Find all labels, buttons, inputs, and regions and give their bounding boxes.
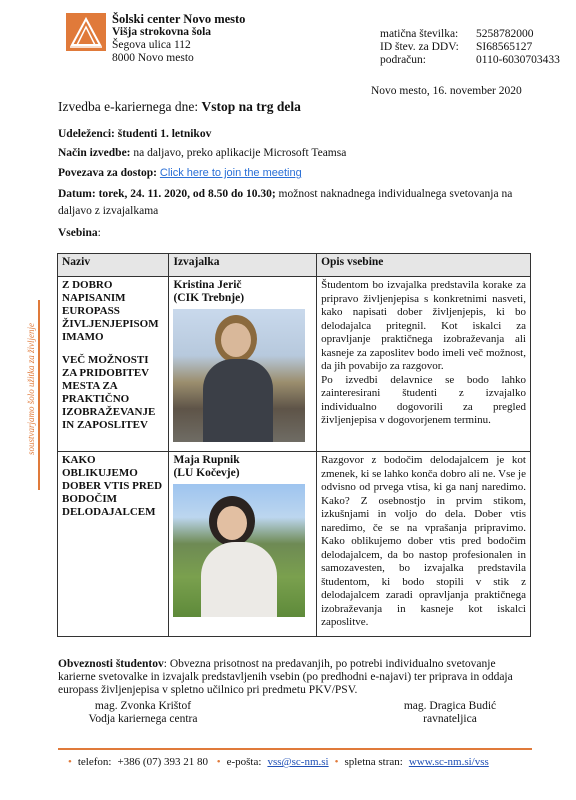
datum-label: Datum: bbox=[58, 188, 96, 200]
company-ids bbox=[380, 28, 560, 67]
side-slogan bbox=[20, 300, 42, 490]
phone-value: +386 (07) 393 21 80 bbox=[117, 756, 208, 768]
id-label: ID štev. za DDV: bbox=[380, 41, 459, 53]
title-prefix: Izvedba e-kariernega dne: bbox=[58, 99, 202, 114]
presenter-name: Maja Rupnik bbox=[173, 454, 240, 466]
mode-value: na daljavo, preko aplikacije Microsoft Teamsa bbox=[130, 147, 347, 159]
topic-text: VEČ MOŽNOSTI ZA PRIDOBITEV MESTA ZA PRAKTIČNO IZOBRAŽEVANJE IN ZAPOSLITEV bbox=[62, 354, 156, 431]
content-label-colon: : bbox=[97, 227, 101, 239]
participants-value: študenti 1. letnikov bbox=[114, 128, 212, 140]
topic-text: Z DOBRO NAPISANIM EUROPASS ŽIVLJENJEPISOM IMAMO bbox=[62, 279, 159, 343]
id-value: SI68565127 bbox=[476, 41, 533, 53]
topic-cell bbox=[58, 277, 169, 452]
obligations-label: Obveznosti študentov bbox=[58, 658, 164, 670]
obligations bbox=[58, 658, 520, 697]
datum-value: torek, 24. 11. 2020, od 8.50 do 10.30; bbox=[95, 188, 276, 200]
datum-line bbox=[58, 186, 518, 220]
meeting-link[interactable]: Click here to join the meeting bbox=[159, 167, 302, 179]
access-line bbox=[58, 166, 302, 180]
school-address bbox=[112, 13, 245, 65]
email-label: e-pošta: bbox=[226, 756, 262, 768]
signature-name: mag. Zvonka Krištof bbox=[94, 700, 192, 712]
school-logo bbox=[66, 13, 106, 51]
table-row bbox=[58, 452, 531, 637]
header-opis: Opis vsebine bbox=[317, 254, 531, 277]
access-label: Povezava za dostop: bbox=[58, 167, 158, 179]
id-label: podračun: bbox=[380, 54, 426, 66]
document-date: Novo mesto, 16. november 2020 bbox=[371, 85, 522, 97]
presenter-cell bbox=[169, 277, 317, 452]
description-text: Po izvedbi delavnice se bodo lahko zainteresirani študenti z izvajalko individualno dogovorili za pregled življenjepisa v dogovorjenem terminu. bbox=[321, 373, 526, 426]
signature-role: ravnateljica bbox=[423, 713, 477, 725]
content-label bbox=[58, 226, 101, 240]
description-cell bbox=[317, 277, 531, 452]
presenter-photo bbox=[173, 484, 305, 617]
footer-divider bbox=[58, 748, 532, 750]
description-text: Študentom bo izvajalka predstavila korake za pripravo življenjepisa s konkretnimi nasveti, kako napisati dober življenjepis, ki bo delodajalca pritegnil. Kot iskalci za opravljanje praktičnega izobraževanja ali kasneje za zaposlitev bodo imeli več možnost, da jih povabijo za razgovor. bbox=[321, 279, 526, 372]
signature-right bbox=[380, 700, 520, 726]
content-label-text: Vsebina bbox=[58, 227, 98, 239]
web-label: spletna stran: bbox=[344, 756, 403, 768]
web-link[interactable]: www.sc-nm.si/vss bbox=[408, 756, 489, 768]
program-table bbox=[57, 253, 531, 637]
school-city: 8000 Novo mesto bbox=[112, 52, 194, 64]
id-label: matična številka: bbox=[380, 28, 459, 40]
mode-line bbox=[58, 146, 346, 160]
school-name: Šolski center Novo mesto bbox=[112, 12, 246, 26]
table-row bbox=[58, 277, 531, 452]
document-title bbox=[58, 99, 301, 115]
side-bar bbox=[38, 300, 40, 490]
table-header-row bbox=[58, 254, 531, 277]
bullet-icon: • bbox=[68, 756, 72, 768]
email-link[interactable]: vss@sc-nm.si bbox=[267, 756, 329, 768]
mode-label: Način izvedbe: bbox=[58, 147, 131, 159]
school-street: Šegova ulica 112 bbox=[112, 39, 191, 51]
description-cell bbox=[317, 452, 531, 637]
id-value: 5258782000 bbox=[476, 28, 534, 40]
signature-name: mag. Dragica Budić bbox=[403, 700, 497, 712]
presenter-cell bbox=[169, 452, 317, 637]
presenter-org: (CIK Trebnje) bbox=[173, 292, 245, 304]
obligations-text: : Obvezna prisotnost na predavanjih, po potrebi individualno svetovanje karierne svetovalke in izvajalk predstavljenih vsebin (po predhodni e-najavi) ter priprava in oddaja europass življenjepisa v spletno učilnico pri predmetu PKV/PSV. bbox=[58, 658, 513, 696]
footer bbox=[68, 756, 489, 768]
participants-label: Udeleženci: bbox=[58, 128, 115, 140]
presenter-org: (LU Kočevje) bbox=[173, 467, 240, 479]
presenter-photo bbox=[173, 309, 305, 442]
participants-line bbox=[58, 127, 211, 141]
presenter-name: Kristina Jerič bbox=[173, 279, 242, 291]
id-value: 0110-6030703433 bbox=[476, 54, 560, 66]
title-bold: Vstop na trg dela bbox=[201, 99, 301, 114]
phone-label: telefon: bbox=[77, 756, 112, 768]
bullet-icon: • bbox=[214, 756, 221, 768]
header-naziv: Naziv bbox=[58, 254, 169, 277]
side-slogan-text: soustvarjamo šolo užitka za življenje bbox=[26, 323, 36, 455]
signature-left bbox=[68, 700, 218, 726]
datum-rest: možnost naknadnega individualnega svetovanja na daljavo z izvajalkama bbox=[58, 188, 513, 217]
topic-cell bbox=[58, 452, 169, 637]
bullet-icon: • bbox=[334, 756, 339, 768]
signature-role: Vodja kariernega centra bbox=[88, 713, 198, 725]
topic-text: KAKO OBLIKUJEMO DOBER VTIS PRED BODOČIM DELODAJALCEM bbox=[62, 454, 163, 518]
school-unit: Višja strokovna šola bbox=[112, 26, 212, 38]
header-izvajalka: Izvajalka bbox=[169, 254, 317, 277]
description-text: Razgovor z bodočim delodajalcem je kot zmenek, ki se lahko konča dobro ali ne. Vse je odvisno od prvega vtisa, ki ga nanj naredimo. Kako? Z osebnostjo in prvim stikom, izkušnjami in voljo do dela. Dober vtis naredimo, če se na vprašanja pripravimo. Kako oblikujemo dober vtis pred bodočim delodajalcem, da bo nastop profesionalen in samozavesten, bo izvajalka predstavila študentom, ki bodo stopili v stik z delodajalcem zaradi opravljanja praktičnega izobraževanja in kasneje kot iskalci zaposlitve. bbox=[321, 454, 526, 628]
